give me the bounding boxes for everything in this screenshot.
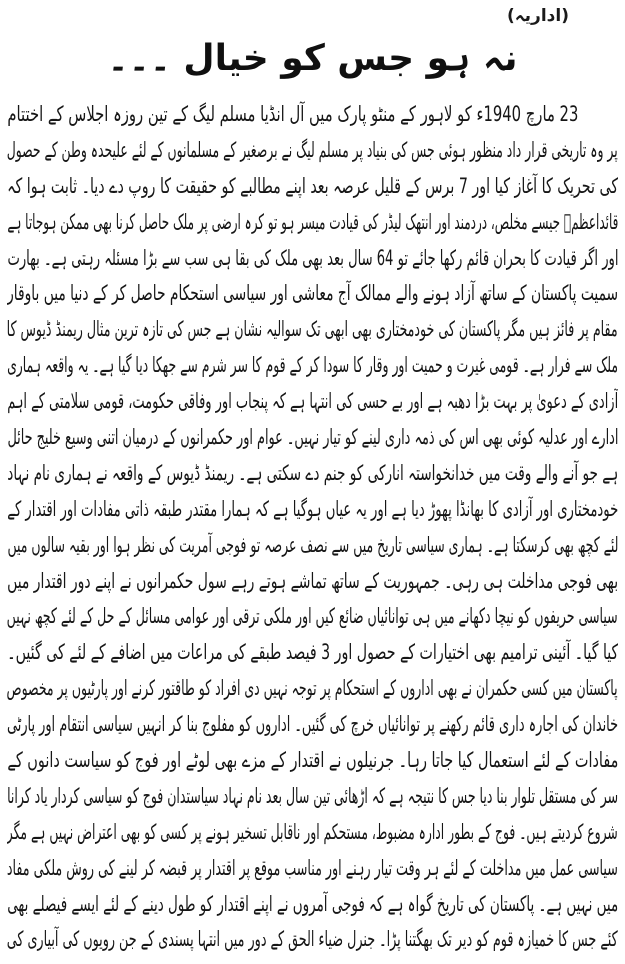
- body-line-text: پر وہ تاریخی قرار داد منظور ہوئی جس کی بنیاد پر مسلم لیگ نے برصغیر کے مسلمانوں کے لئے علیحدہ وطن کے حصول: [7, 137, 618, 162]
- body-line-text: سیاسی عمل میں مداخلت کے لئے ہر وقت تیار رہنے اور مناسب موقع پر اقتدار پر قبضہ کر لینے کی روش ملکی مفاد: [7, 855, 618, 880]
- body-line-22: [7, 851, 618, 887]
- body-line-text: خودمختاری اور آزادی کا بھانڈا پھوڑ دیا ہے اور یہ عیاں ہوگیا ہے کہ ہمارا مقتدر طبقہ ذاتی مفادات اور اقتدار کے: [7, 496, 618, 521]
- article-title: نہ ہو جس کو خیال ۔۔۔: [107, 38, 518, 79]
- body-line-4: [7, 205, 618, 241]
- body-line-18: [7, 707, 618, 743]
- body-line-12: [7, 492, 618, 528]
- article-body: [7, 97, 618, 958]
- body-line-17: [7, 671, 618, 707]
- body-line-text: پاکستان میں کسی حکمران نے بھی اداروں کے استحکام پر توجہ نہیں دی افراد کو طاقتور کرنے اور پارٹیوں پر مخصوص: [7, 676, 618, 701]
- body-line-11: [7, 456, 618, 492]
- body-line-text: کی تحریک کا آغاز کیا اور 7 برس کے قلیل عرصہ بعد اپنے مطالبے کو حقیقت کا روپ دے دیا۔ ثابت ہوا کہ: [7, 173, 618, 198]
- body-line-text: سیاسی حریفوں کو نیچا دکھانے میں ہی توانائیاں ضائع کیں اور ملکی ترقی اور عوامی مسائل کے حل کے لئے کچھ نہیں: [7, 604, 618, 629]
- body-line-text: سمیت پاکستان کے ساتھ آزاد ہونے والے ممالک آج معاشی اور سیاسی استحکام حاصل کر کے دنیا میں باوقار: [7, 281, 618, 306]
- body-line-13: [7, 528, 618, 564]
- body-line-3: [7, 169, 618, 205]
- body-line-text: لئے کچھ بھی کرسکتا ہے۔ ہماری سیاسی تاریخ میں سے نصف عرصہ تو فوجی آمریت کی نظر ہوا اور بقیہ سالوں میں: [7, 532, 618, 557]
- body-line-text: ملک سے فرار ہے۔ قومی غیرت و حمیت اور وقار کا سودا کر کے قوم کا سر شرم سے جھکا دیا گیا ہے۔ یہ واقعہ ہماری: [7, 353, 618, 378]
- body-line-text: بھی فوجی مداخلت ہی رہی۔ جمہوریت کے ساتھ تماشے ہوتے رہے سول حکمرانوں نے اپنے دور اقتدار میں: [7, 568, 618, 593]
- body-line-15: [7, 599, 618, 635]
- body-line-23: [7, 887, 618, 923]
- body-line-7: [7, 312, 618, 348]
- body-line-5: [7, 241, 618, 277]
- body-line-20: [7, 779, 618, 815]
- body-line-14: [7, 564, 618, 600]
- body-line-16: [7, 635, 618, 671]
- body-line-8: [7, 348, 618, 384]
- body-line-text: مقام پر فائز ہیں مگر پاکستان کی خودمختاری بھی ابھی تک سوالیہ نشان ہے جس کی تازہ ترین مثال ریمنڈ ڈیوس کا: [7, 317, 618, 342]
- body-line-text: میں نہیں ہے۔ پاکستان کی تاریخ گواہ ہے کہ فوجی آمروں نے اپنے اقتدار کو طول دینے کے لئے ایسے فیصلے بھی: [7, 891, 618, 916]
- body-line-21: [7, 815, 618, 851]
- body-line-text: ہے جو آنے والے وقت میں خدانخواستہ انارکی کو جنم دے سکتی ہے۔ ریمنڈ ڈیوس کے واقعہ نے ہماری نام نہاد: [7, 460, 618, 485]
- body-line-text: اور اگر قیادت کا بحران قائم رکھا جائے تو 64 سال بعد بھی ملک کی بقا ہی سب سے بڑا مسئلہ رہتی ہے۔ بھارت: [7, 245, 618, 270]
- body-line-9: [7, 384, 618, 420]
- body-line-6: [7, 276, 618, 312]
- body-line-text: مفادات کے لئے استعمال کیا جاتا رہا۔ جرنیلوں نے اقتدار کے مزے بھی لوٹے اور فوج کو سیاست دانوں کے: [7, 748, 618, 773]
- body-line-19: [7, 743, 618, 779]
- body-line-text: سر کی مستقل تلوار بنا دیا جس کا نتیجہ ہے کہ اڑھائی تین سال بعد نام نہاد سیاستدان فوج کو سیاسی کردار یاد کرانا: [7, 783, 618, 808]
- body-line-text: شروع کردیتے ہیں۔ فوج کے بطور ادارہ مضبوط، مستحکم اور ناقابل تسخیر ہونے پر کسی کو بھی اعتراض نہیں ہے مگر: [7, 819, 618, 844]
- body-line-text: کیا گیا۔ آئینی ترامیم بھی اختیارات کے حصول اور 3 فیصد طبقے کی مراعات میں اضافے کے لئے کی گئیں۔: [7, 640, 618, 665]
- body-line-text: کئے جس کا خمیازہ قوم کو دیر تک بھگتنا پڑا۔ جنرل ضیاء الحق کے دور میں انتہا پسندی کے جن رویوں کی آبیاری کی: [7, 927, 618, 952]
- body-line-1: [7, 97, 618, 133]
- body-line-text: قائداعظمؒ جیسے مخلص، دردمند اور انتھک لیڈر کی قیادت میسر ہو تو کرہ ارضی پر ملک حاصل کرنا بھی ممکن ہوجاتا ہے: [7, 209, 618, 234]
- body-line-text: خاندان کی اجارہ داری قائم رکھنے پر توانائیاں خرچ کی گئیں۔ اداروں کو مفلوج بنا کر انہیں سیاسی انتقام اور پارٹی: [7, 712, 618, 737]
- body-line-text: ادارے اور عدلیہ کوئی بھی اس کی ذمہ داری لینے کو تیار نہیں۔ عوام اور حکمرانوں کے درمیان اتنی وسیع خلیج حائل: [7, 425, 618, 450]
- kicker-editorial-label: (اداریہ): [506, 6, 569, 26]
- body-line-10: [7, 420, 618, 456]
- body-line-24: [7, 922, 618, 958]
- body-line-text: آزادی کے دعویٰ پر بہت بڑا دھبہ ہے اور بے حسی کی انتہا ہے کہ پنجاب اور وفاقی حکومت، قومی سلامتی کے اہم: [7, 389, 618, 414]
- body-line-2: [7, 133, 618, 169]
- body-line-text: 23 مارچ 1940ء کو لاہور کے منٹو پارک میں آل انڈیا مسلم لیگ کے تین روزہ اجلاس کے اختتام: [7, 102, 578, 126]
